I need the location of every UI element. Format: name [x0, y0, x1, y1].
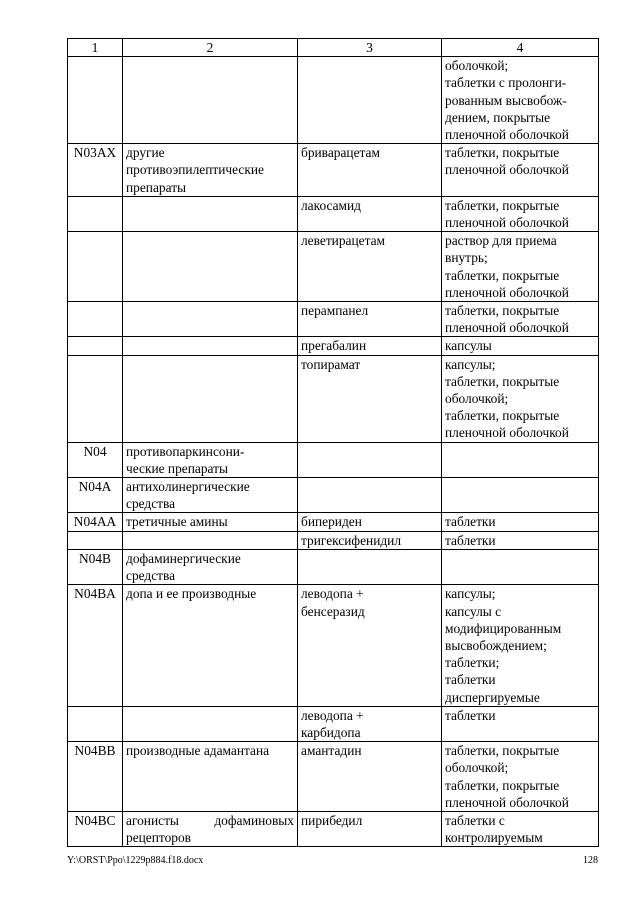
- atc-code-cell: [68, 302, 123, 337]
- group-name-line: средства: [126, 568, 176, 584]
- group-name-line: агонисты дофаминовых: [126, 812, 294, 828]
- drug-name-cell: [298, 478, 442, 513]
- dosage-form-cell: [442, 355, 599, 442]
- dosage-form-cell: [442, 337, 599, 355]
- group-name-cell: [123, 302, 298, 337]
- dosage-form-cell: [442, 442, 599, 477]
- group-name-cell: [123, 513, 298, 531]
- drug-name-line: лакосамид: [301, 197, 361, 213]
- atc-code-cell: N04BC: [68, 811, 123, 846]
- drug-name-cell: [298, 144, 442, 197]
- dosage-form-cell: [442, 232, 599, 302]
- drug-name-cell: [298, 196, 442, 231]
- drug-name-line: леветирацетам: [301, 233, 386, 249]
- dosage-form-line: оболочкой;: [445, 760, 509, 776]
- dosage-form-cell: [442, 811, 599, 846]
- dosage-form-line: таблетки, покрытые: [445, 777, 560, 793]
- group-name-line: рецепторов: [126, 830, 191, 846]
- table-row: [68, 811, 599, 846]
- drug-name-line: бенсеразид: [301, 603, 365, 619]
- dosage-form-line: таблетки, покрытые: [445, 303, 560, 319]
- group-name-line: дофаминергические: [126, 550, 241, 566]
- group-name-line: средства: [126, 496, 176, 512]
- group-name-cell: [123, 531, 298, 549]
- dosage-form-line: капсулы: [445, 338, 492, 354]
- group-name-line: третичные амины: [126, 514, 228, 530]
- dosage-form-line: оболочкой;: [445, 58, 509, 74]
- atc-code-cell: N04BB: [68, 742, 123, 812]
- dosage-form-cell: [442, 478, 599, 513]
- group-name-cell: [123, 742, 298, 812]
- drug-name-cell: [298, 549, 442, 584]
- dosage-form-line: дением, покрытые: [445, 109, 551, 125]
- table-row: [68, 585, 599, 706]
- dosage-form-line: рованным высвобож-: [445, 92, 567, 108]
- atc-code-cell: N04BA: [68, 585, 123, 706]
- dosage-form-line: высвобождением;: [445, 637, 547, 653]
- atc-code-cell: N04AA: [68, 513, 123, 531]
- dosage-form-cell: [442, 706, 599, 741]
- dosage-form-cell: [442, 513, 599, 531]
- drug-name-cell: [298, 513, 442, 531]
- dosage-form-line: капсулы с: [445, 603, 502, 619]
- header-row: [68, 39, 599, 57]
- group-name-line: другие: [126, 145, 165, 161]
- group-name-cell: [123, 706, 298, 741]
- group-name-line: препараты: [126, 179, 187, 195]
- table-row: [68, 442, 599, 477]
- dosage-form-line: таблетки;: [445, 655, 500, 671]
- group-name-line: противопаркинсони-: [126, 443, 245, 459]
- group-name-cell: [123, 337, 298, 355]
- group-name-cell: [123, 549, 298, 584]
- table-row: [68, 549, 599, 584]
- table-row: [68, 706, 599, 741]
- table-row: [68, 513, 599, 531]
- header-col-3: 3: [298, 39, 442, 57]
- dosage-form-line: контролируемым: [445, 830, 543, 846]
- drug-name-cell: [298, 57, 442, 144]
- header-col-1: 1: [68, 39, 123, 57]
- atc-code-cell: N04A: [68, 478, 123, 513]
- drug-name-line: леводопа +: [301, 707, 364, 723]
- dosage-form-line: пленочной оболочкой: [445, 215, 569, 231]
- drug-name-cell: [298, 442, 442, 477]
- atc-code-cell: N04: [68, 442, 123, 477]
- table-row: [68, 196, 599, 231]
- dosage-form-line: пленочной оболочкой: [445, 425, 569, 441]
- header-col-4: 4: [442, 39, 599, 57]
- atc-code-cell: [68, 531, 123, 549]
- drug-name-line: амантадин: [301, 743, 362, 759]
- group-name-cell: [123, 57, 298, 144]
- table-row: [68, 57, 599, 144]
- drug-name-line: перампанел: [301, 303, 369, 319]
- table-row: [68, 478, 599, 513]
- group-name-cell: [123, 478, 298, 513]
- dosage-form-line: таблетки с: [445, 812, 505, 828]
- dosage-form-line: пленочной оболочкой: [445, 284, 569, 300]
- dosage-form-line: капсулы;: [445, 586, 496, 602]
- table-row: [68, 337, 599, 355]
- drug-name-cell: [298, 302, 442, 337]
- dosage-form-line: таблетки: [445, 514, 496, 530]
- group-name-line: антихолинергические: [126, 479, 250, 495]
- dosage-form-line: таблетки, покрытые: [445, 743, 560, 759]
- atc-code-cell: [68, 706, 123, 741]
- header-col-2: 2: [123, 39, 298, 57]
- drug-name-cell: [298, 337, 442, 355]
- group-name-line: ческие препараты: [126, 460, 228, 476]
- dosage-form-line: таблетки с пролонги-: [445, 75, 567, 91]
- dosage-form-cell: [442, 302, 599, 337]
- drug-name-cell: [298, 232, 442, 302]
- dosage-form-cell: [442, 144, 599, 197]
- dosage-form-line: пленочной оболочкой: [445, 162, 569, 178]
- table-row: [68, 232, 599, 302]
- atc-code-cell: [68, 355, 123, 442]
- dosage-form-line: таблетки: [445, 707, 496, 723]
- group-name-cell: [123, 585, 298, 706]
- dosage-form-line: диспергируемые: [445, 689, 540, 705]
- dosage-form-line: таблетки: [445, 532, 496, 548]
- drug-name-cell: [298, 531, 442, 549]
- group-name-cell: [123, 144, 298, 197]
- group-name-cell: [123, 811, 298, 846]
- dosage-form-line: таблетки: [445, 672, 496, 688]
- dosage-form-line: таблетки, покрытые: [445, 267, 560, 283]
- dosage-form-line: оболочкой;: [445, 391, 509, 407]
- drug-name-line: бриварацетам: [301, 145, 380, 161]
- dosage-form-line: пленочной оболочкой: [445, 127, 569, 143]
- drug-name-cell: [298, 585, 442, 706]
- drug-name-cell: [298, 355, 442, 442]
- dosage-form-line: модифицированным: [445, 620, 562, 636]
- group-name-cell: [123, 196, 298, 231]
- dosage-form-cell: [442, 196, 599, 231]
- group-name-cell: [123, 355, 298, 442]
- dosage-form-line: пленочной оболочкой: [445, 320, 569, 336]
- group-name-cell: [123, 232, 298, 302]
- drug-name-cell: [298, 742, 442, 812]
- table-row: [68, 531, 599, 549]
- dosage-form-cell: [442, 549, 599, 584]
- dosage-form-line: таблетки, покрытые: [445, 145, 560, 161]
- group-name-cell: [123, 442, 298, 477]
- dosage-form-line: таблетки, покрытые: [445, 373, 560, 389]
- dosage-form-cell: [442, 742, 599, 812]
- atc-code-cell: [68, 57, 123, 144]
- dosage-form-line: раствор для приема: [445, 233, 557, 249]
- footer-file-path: Y:\ORST\Ppo\1229p884.f18.docx: [67, 855, 204, 866]
- dosage-form-cell: [442, 585, 599, 706]
- atc-code-cell: [68, 232, 123, 302]
- drug-name-line: бипериден: [301, 514, 362, 530]
- dosage-form-line: таблетки, покрытые: [445, 408, 560, 424]
- atc-code-cell: [68, 337, 123, 355]
- table-row: [68, 355, 599, 442]
- medication-table: [67, 38, 599, 847]
- group-name-line: допа и ее производные: [126, 586, 257, 602]
- drug-name-cell: [298, 811, 442, 846]
- atc-code-cell: N04B: [68, 549, 123, 584]
- dosage-form-line: пленочной оболочкой: [445, 794, 569, 810]
- drug-name-line: прегабалин: [301, 338, 367, 354]
- drug-name-line: карбидопа: [301, 724, 361, 740]
- table-row: [68, 302, 599, 337]
- group-name-line: противоэпилептические: [126, 162, 264, 178]
- atc-code-cell: [68, 196, 123, 231]
- table-row: [68, 742, 599, 812]
- dosage-form-line: таблетки, покрытые: [445, 197, 560, 213]
- dosage-form-line: капсулы;: [445, 356, 496, 372]
- group-name-line: производные адамантана: [126, 743, 270, 759]
- footer-page-number: 128: [583, 855, 598, 866]
- drug-name-line: леводопа +: [301, 586, 364, 602]
- dosage-form-cell: [442, 531, 599, 549]
- dosage-form-cell: [442, 57, 599, 144]
- table-row: [68, 144, 599, 197]
- drug-name-cell: [298, 706, 442, 741]
- drug-name-line: пирибедил: [301, 812, 363, 828]
- atc-code-cell: N03AX: [68, 144, 123, 197]
- drug-name-line: топирамат: [301, 356, 361, 372]
- drug-name-line: тригексифенидил: [301, 532, 402, 548]
- dosage-form-line: внутрь;: [445, 250, 488, 266]
